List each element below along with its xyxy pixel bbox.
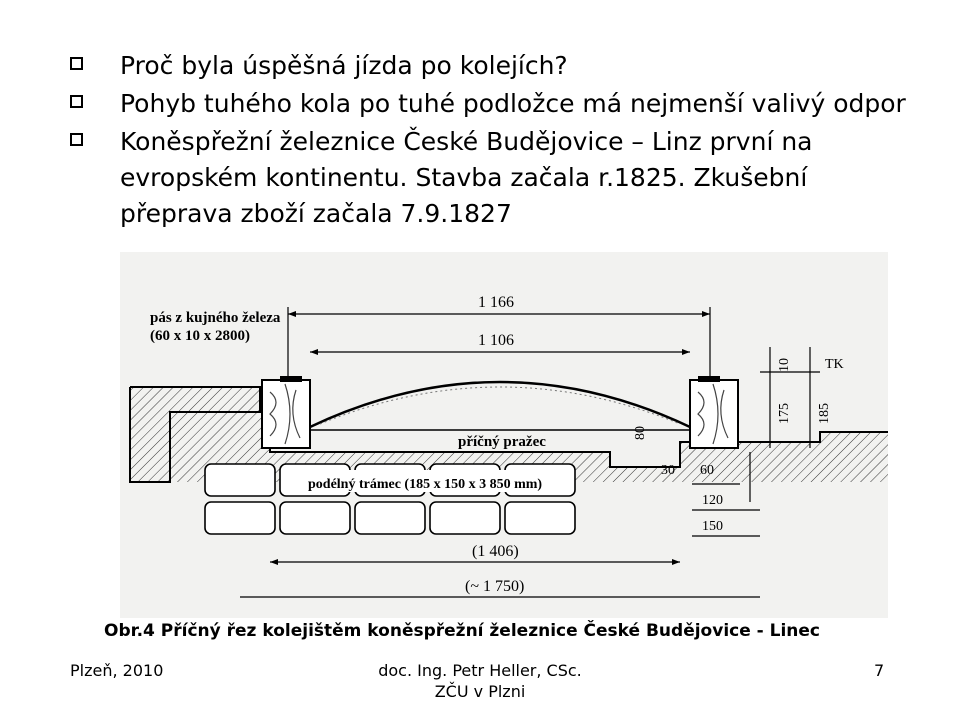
bullet-item [66,86,926,122]
track-bed-arch [310,382,690,427]
track-cross-section-drawing [120,252,888,618]
footer-author [355,660,605,702]
bullet-text: Pohyb tuhého kola po tuhé podložce má nejmenší valivý odpor [120,89,906,118]
base-width-label: (~ 1 750) [465,578,525,595]
dim-150-label: 150 [702,519,723,534]
bullet-item [66,48,926,84]
dim-175-label: 175 [777,403,792,424]
figure-caption: Obr.4 Příčný řez kolejištěm koněspřežní železnice České Budějovice - Linec [104,621,821,641]
bed-width-label: (1 406) [472,543,519,560]
bullet-text: Koněspřežní železnice České Budějovice – Linz první na evropském kontinentu. Stavba začala r.1825. Zkušební přeprava zboží začala 7.9.1827 [120,127,813,228]
bullet-text: Proč byla úspěšná jízda po kolejích? [120,51,568,80]
footer-author-name: doc. Ing. Petr Heller, CSc. [378,661,582,680]
outer-width-label: 1 166 [478,294,514,311]
inner-width-label: 1 106 [478,332,514,349]
square-bullet-icon [70,95,83,108]
square-bullet-icon [70,133,83,146]
cross-tie-label: příčný pražec [458,434,546,450]
tk-label: TK [825,357,844,372]
dim-30-label: 30 [661,463,675,478]
bullet-list [66,48,926,232]
square-bullet-icon [70,57,83,70]
footer-institution: ZČU v Plzni [434,682,526,701]
dim-10-label: 10 [777,358,792,372]
dim-80-label: 80 [633,426,648,440]
dim-185-label: 185 [817,403,832,424]
right-rail-strip [698,376,720,382]
footer-place-year: Plzeň, 2010 [70,661,164,680]
left-rail-strip [280,376,302,382]
dim-120-label: 120 [702,493,723,508]
page-number: 7 [874,661,885,680]
dim-60-label: 60 [700,463,714,478]
track-cross-section-figure [120,252,888,618]
rail-strip-label: pás z kujného železa [150,310,281,326]
bullet-item [66,124,926,232]
longitudinal-beam-label: podélný trámec (185 x 150 x 3 850 mm) [308,477,543,492]
rail-strip-dims-label: (60 x 10 x 2800) [150,328,250,344]
